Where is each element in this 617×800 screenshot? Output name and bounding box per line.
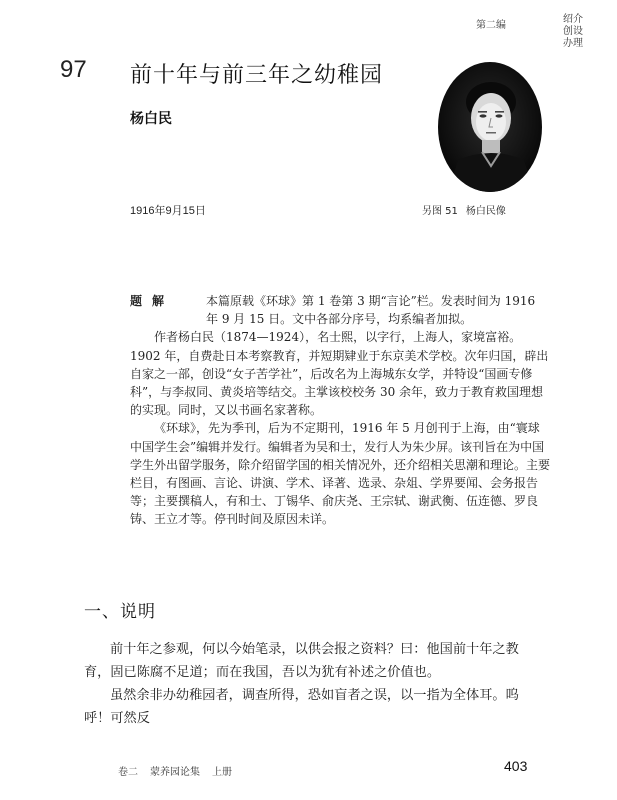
section-heading: 一、说明	[84, 602, 156, 622]
footer-collection: 蒙养园论集	[150, 767, 200, 778]
section-tag-line: 创设	[563, 26, 583, 37]
intro-paragraph: 《环球》，先为季刊，后为不定期刊，1916 年 5 月创刊于上海，由“寰球中国学生会”编辑并发行。编辑者为吴和士，发行人为朱少屏。该刊旨在为中国学生外出留学服务，除介绍留学国的相关情况外，还介绍相关思潮和理论。主要栏目，有图画、言论、讲演、学术、译著、选录、杂俎、学界要闻、会务报告等；主要撰稿人，有和士、丁锡华、俞庆尧、王宗轼、谢武衡、伍连德、罗良铸、王立才等。停刊时间及原因未详。	[130, 421, 551, 527]
footer-volume: 卷二	[118, 767, 138, 778]
portrait-image	[438, 62, 542, 192]
running-footer	[118, 763, 244, 778]
footer-book-part: 上册	[212, 767, 232, 778]
figure-label: 另图 51	[422, 206, 458, 217]
section-tag-line: 绍介	[563, 14, 583, 25]
section-tag	[563, 14, 583, 50]
article-date: 1916年9月15日	[130, 205, 206, 217]
figure-name: 杨白民像	[465, 206, 506, 217]
body-paragraph: 虽然余非办幼稚园者，调查所得，恐如盲者之误，以一指为全体耳。呜呼！可然反	[84, 688, 519, 726]
portrait-caption	[422, 202, 506, 217]
tijie-label: 题解	[130, 294, 175, 308]
intro-block	[130, 292, 550, 529]
section-body	[84, 638, 542, 730]
intro-paragraph: 本篇原载《环球》第 1 卷第 3 期“言论”栏。发表时间为 1916 年 9 月 15 日。文中各部分序号，均系编者加拟。	[206, 294, 536, 327]
article-author: 杨白民	[130, 111, 172, 127]
page-number: 403	[504, 758, 528, 774]
tijie-row	[130, 292, 550, 328]
part-label: 第二编	[476, 20, 506, 31]
section-tag-line: 办理	[563, 38, 583, 49]
article-title: 前十年与前三年之幼稚园	[130, 63, 384, 88]
body-paragraph: 前十年之参观，何以今始笔录，以供会报之资料？曰：他国前十年之教育，固已陈腐不足道；而在我国，吾以为犹有补述之价值也。	[84, 642, 519, 680]
intro-paragraph: 作者杨白民（1874—1924），名士熙，以字行，上海人，家境富裕。1902 年，自费赴日本考察教育，并短期肄业于东京美术学校。次年归国，辟出自家之一部，创设“女子苦学社”，后改名为上海城东女学，并特设“国画专修科”，与李叔同、黄炎培等结交。主掌该校校务 30 余年，致力于教育救国理想的实现。同时，又以书画名家著称。	[130, 330, 549, 418]
article-number: 97	[60, 56, 87, 83]
